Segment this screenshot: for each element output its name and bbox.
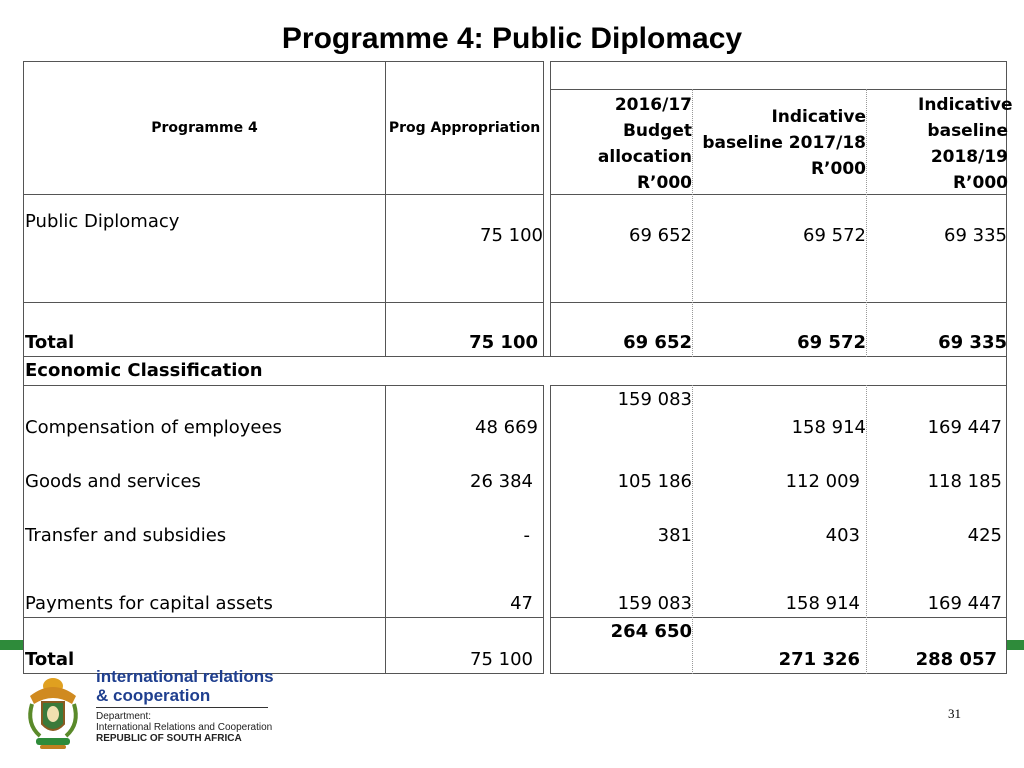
capital-2017-18: 158 914: [785, 593, 860, 614]
pd-2017-18: 69 572: [803, 225, 866, 246]
dept-line3: REPUBLIC OF SOUTH AFRICA: [96, 733, 242, 744]
header-2016-17: 2016/17 Budget allocation R’000: [597, 95, 692, 193]
row-value-public-diplomacy: 75 100: [480, 225, 543, 246]
econ-label-goods: Goods and services: [25, 471, 201, 492]
comp-2018-19: 169 447: [927, 417, 1002, 438]
econ-total-2018-19: 288 057: [915, 649, 997, 670]
green-bar-left: [0, 640, 24, 650]
header-2018-19: Indicative baseline 2018/19 R’000: [918, 95, 1013, 193]
pd-2018-19: 69 335: [944, 225, 1007, 246]
capital-2016-17: 159 083: [617, 593, 692, 614]
total-2018-19: 69 335: [938, 332, 1007, 353]
econ-label-capital: Payments for capital assets: [25, 593, 273, 614]
comp-2017-18: 158 914: [791, 417, 866, 438]
logo-divider: [96, 707, 268, 708]
total-2016-17: 69 652: [623, 332, 692, 353]
row-label-public-diplomacy: Public Diplomacy: [25, 211, 180, 232]
transfer-2018-19: 425: [967, 525, 1002, 546]
page-number: 31: [948, 706, 961, 721]
goods-2016-17: 105 186: [617, 471, 692, 492]
goods-2018-19: 118 185: [927, 471, 1002, 492]
econ-value-transfer: -: [523, 525, 530, 546]
pd-2016-17: 69 652: [629, 225, 692, 246]
coat-of-arms-icon: [22, 674, 84, 752]
econ-value-capital: 47: [510, 593, 533, 614]
capital-2018-19: 169 447: [927, 593, 1002, 614]
econ-value-goods: 26 384: [470, 471, 533, 492]
header-2017-18: Indicative baseline 2017/18 R’000: [702, 107, 866, 179]
row-value-total: 75 100: [469, 332, 538, 353]
econ-label-transfer: Transfer and subsidies: [25, 525, 227, 546]
econ-total-2016-17: 264 650: [610, 621, 692, 642]
transfer-2017-18: 403: [825, 525, 860, 546]
econ-label-compensation: Compensation of employees: [25, 417, 282, 438]
dept-line1: Department:: [96, 711, 152, 722]
green-bar-right: [1006, 640, 1024, 650]
total-2017-18: 69 572: [797, 332, 866, 353]
slide-title: Programme 4: Public Diplomacy: [281, 22, 743, 55]
section-economic-classification: Economic Classification: [25, 360, 263, 381]
dept-line2: International Relations and Cooperation: [96, 722, 273, 733]
logo-line2: & cooperation: [96, 686, 211, 705]
econ-total-label: Total: [25, 649, 75, 670]
econ-total-value: 75 100: [470, 649, 533, 670]
econ-value-compensation: 48 669: [475, 417, 538, 438]
logo-line1: international relations: [96, 667, 274, 686]
econ-total-2017-18: 271 326: [778, 649, 860, 670]
transfer-2016-17: 381: [657, 525, 692, 546]
comp-2016-17: 159 083: [617, 389, 692, 410]
header-appropriation: Prog Appropriation: [388, 120, 541, 136]
header-programme: Programme 4: [151, 120, 258, 136]
goods-2017-18: 112 009: [785, 471, 860, 492]
row-label-total: Total: [25, 332, 75, 353]
